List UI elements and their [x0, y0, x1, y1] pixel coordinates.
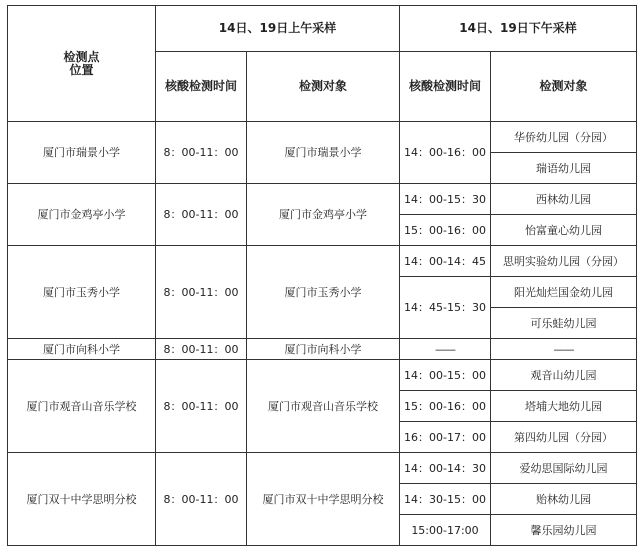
pm-time-cell: 16：00-17：00 [400, 422, 491, 453]
location-cell: 厦门市瑞景小学 [8, 122, 156, 184]
am-target-cell: 厦门市金鸡亭小学 [247, 184, 400, 246]
location-cell: 厦门双十中学思明分校 [8, 453, 156, 546]
am-time-cell: 8：00-11：00 [156, 360, 247, 453]
pm-target-cell: 第四幼儿园（分园） [491, 422, 637, 453]
am-time-cell: 8：00-11：00 [156, 184, 247, 246]
pm-target-cell: 阳光灿烂国金幼儿园 [491, 277, 637, 308]
pm-target-cell: 西林幼儿园 [491, 184, 637, 215]
pm-time-cell: 14：45-15：30 [400, 277, 491, 339]
location-cell: 厦门市金鸡亭小学 [8, 184, 156, 246]
am-target-cell: 厦门市瑞景小学 [247, 122, 400, 184]
table-row [8, 184, 637, 215]
pm-time-cell: 15：00-16：00 [400, 391, 491, 422]
table-row [8, 339, 637, 360]
location-cell: 厦门市观音山音乐学校 [8, 360, 156, 453]
am-target-cell: 厦门市双十中学思明分校 [247, 453, 400, 546]
location-cell: 厦门市向科小学 [8, 339, 156, 360]
pm-target-header: 检测对象 [491, 52, 637, 122]
am-time-cell: 8：00-11：00 [156, 246, 247, 339]
table-row [8, 453, 637, 484]
pm-target-cell: 贻林幼儿园 [491, 484, 637, 515]
pm-time-cell: 14：00-14：45 [400, 246, 491, 277]
table-row [8, 246, 637, 277]
location-column-header [8, 6, 156, 122]
pm-target-cell: —— [491, 339, 637, 360]
pm-target-cell: 怡富童心幼儿园 [491, 215, 637, 246]
pm-time-cell: 15:00-17:00 [400, 515, 491, 546]
pm-target-cell: 华侨幼儿园（分园） [491, 122, 637, 153]
am-target-header: 检测对象 [247, 52, 400, 122]
pm-time-cell: 14：00-15：00 [400, 360, 491, 391]
table-row [8, 360, 637, 391]
pm-time-cell: 14：00-15：30 [400, 184, 491, 215]
pm-time-cell: —— [400, 339, 491, 360]
location-header-line1: 检测点 [63, 49, 100, 64]
afternoon-sampling-header: 14日、19日下午采样 [400, 6, 637, 52]
table-row [8, 122, 637, 153]
pm-time-header: 核酸检测时间 [400, 52, 491, 122]
pm-time-cell: 14：00-16：00 [400, 122, 491, 184]
am-time-cell: 8：00-11：00 [156, 453, 247, 546]
sampling-schedule-table [7, 5, 637, 546]
am-time-cell: 8：00-11：00 [156, 122, 247, 184]
pm-target-cell: 瑞语幼儿园 [491, 153, 637, 184]
location-header-line2: 位置 [69, 62, 94, 77]
pm-target-cell: 可乐蛙幼儿园 [491, 308, 637, 339]
am-target-cell: 厦门市观音山音乐学校 [247, 360, 400, 453]
pm-target-cell: 塔埔大地幼儿园 [491, 391, 637, 422]
am-time-header: 核酸检测时间 [156, 52, 247, 122]
pm-target-cell: 馨乐园幼儿园 [491, 515, 637, 546]
am-time-cell: 8：00-11：00 [156, 339, 247, 360]
location-cell: 厦门市玉秀小学 [8, 246, 156, 339]
am-target-cell: 厦门市向科小学 [247, 339, 400, 360]
pm-target-cell: 观音山幼儿园 [491, 360, 637, 391]
morning-sampling-header: 14日、19日上午采样 [156, 6, 400, 52]
pm-target-cell: 思明实验幼儿园（分园） [491, 246, 637, 277]
pm-time-cell: 14：00-14：30 [400, 453, 491, 484]
pm-time-cell: 14：30-15：00 [400, 484, 491, 515]
pm-time-cell: 15：00-16：00 [400, 215, 491, 246]
am-target-cell: 厦门市玉秀小学 [247, 246, 400, 339]
pm-target-cell: 爱幼思国际幼儿园 [491, 453, 637, 484]
